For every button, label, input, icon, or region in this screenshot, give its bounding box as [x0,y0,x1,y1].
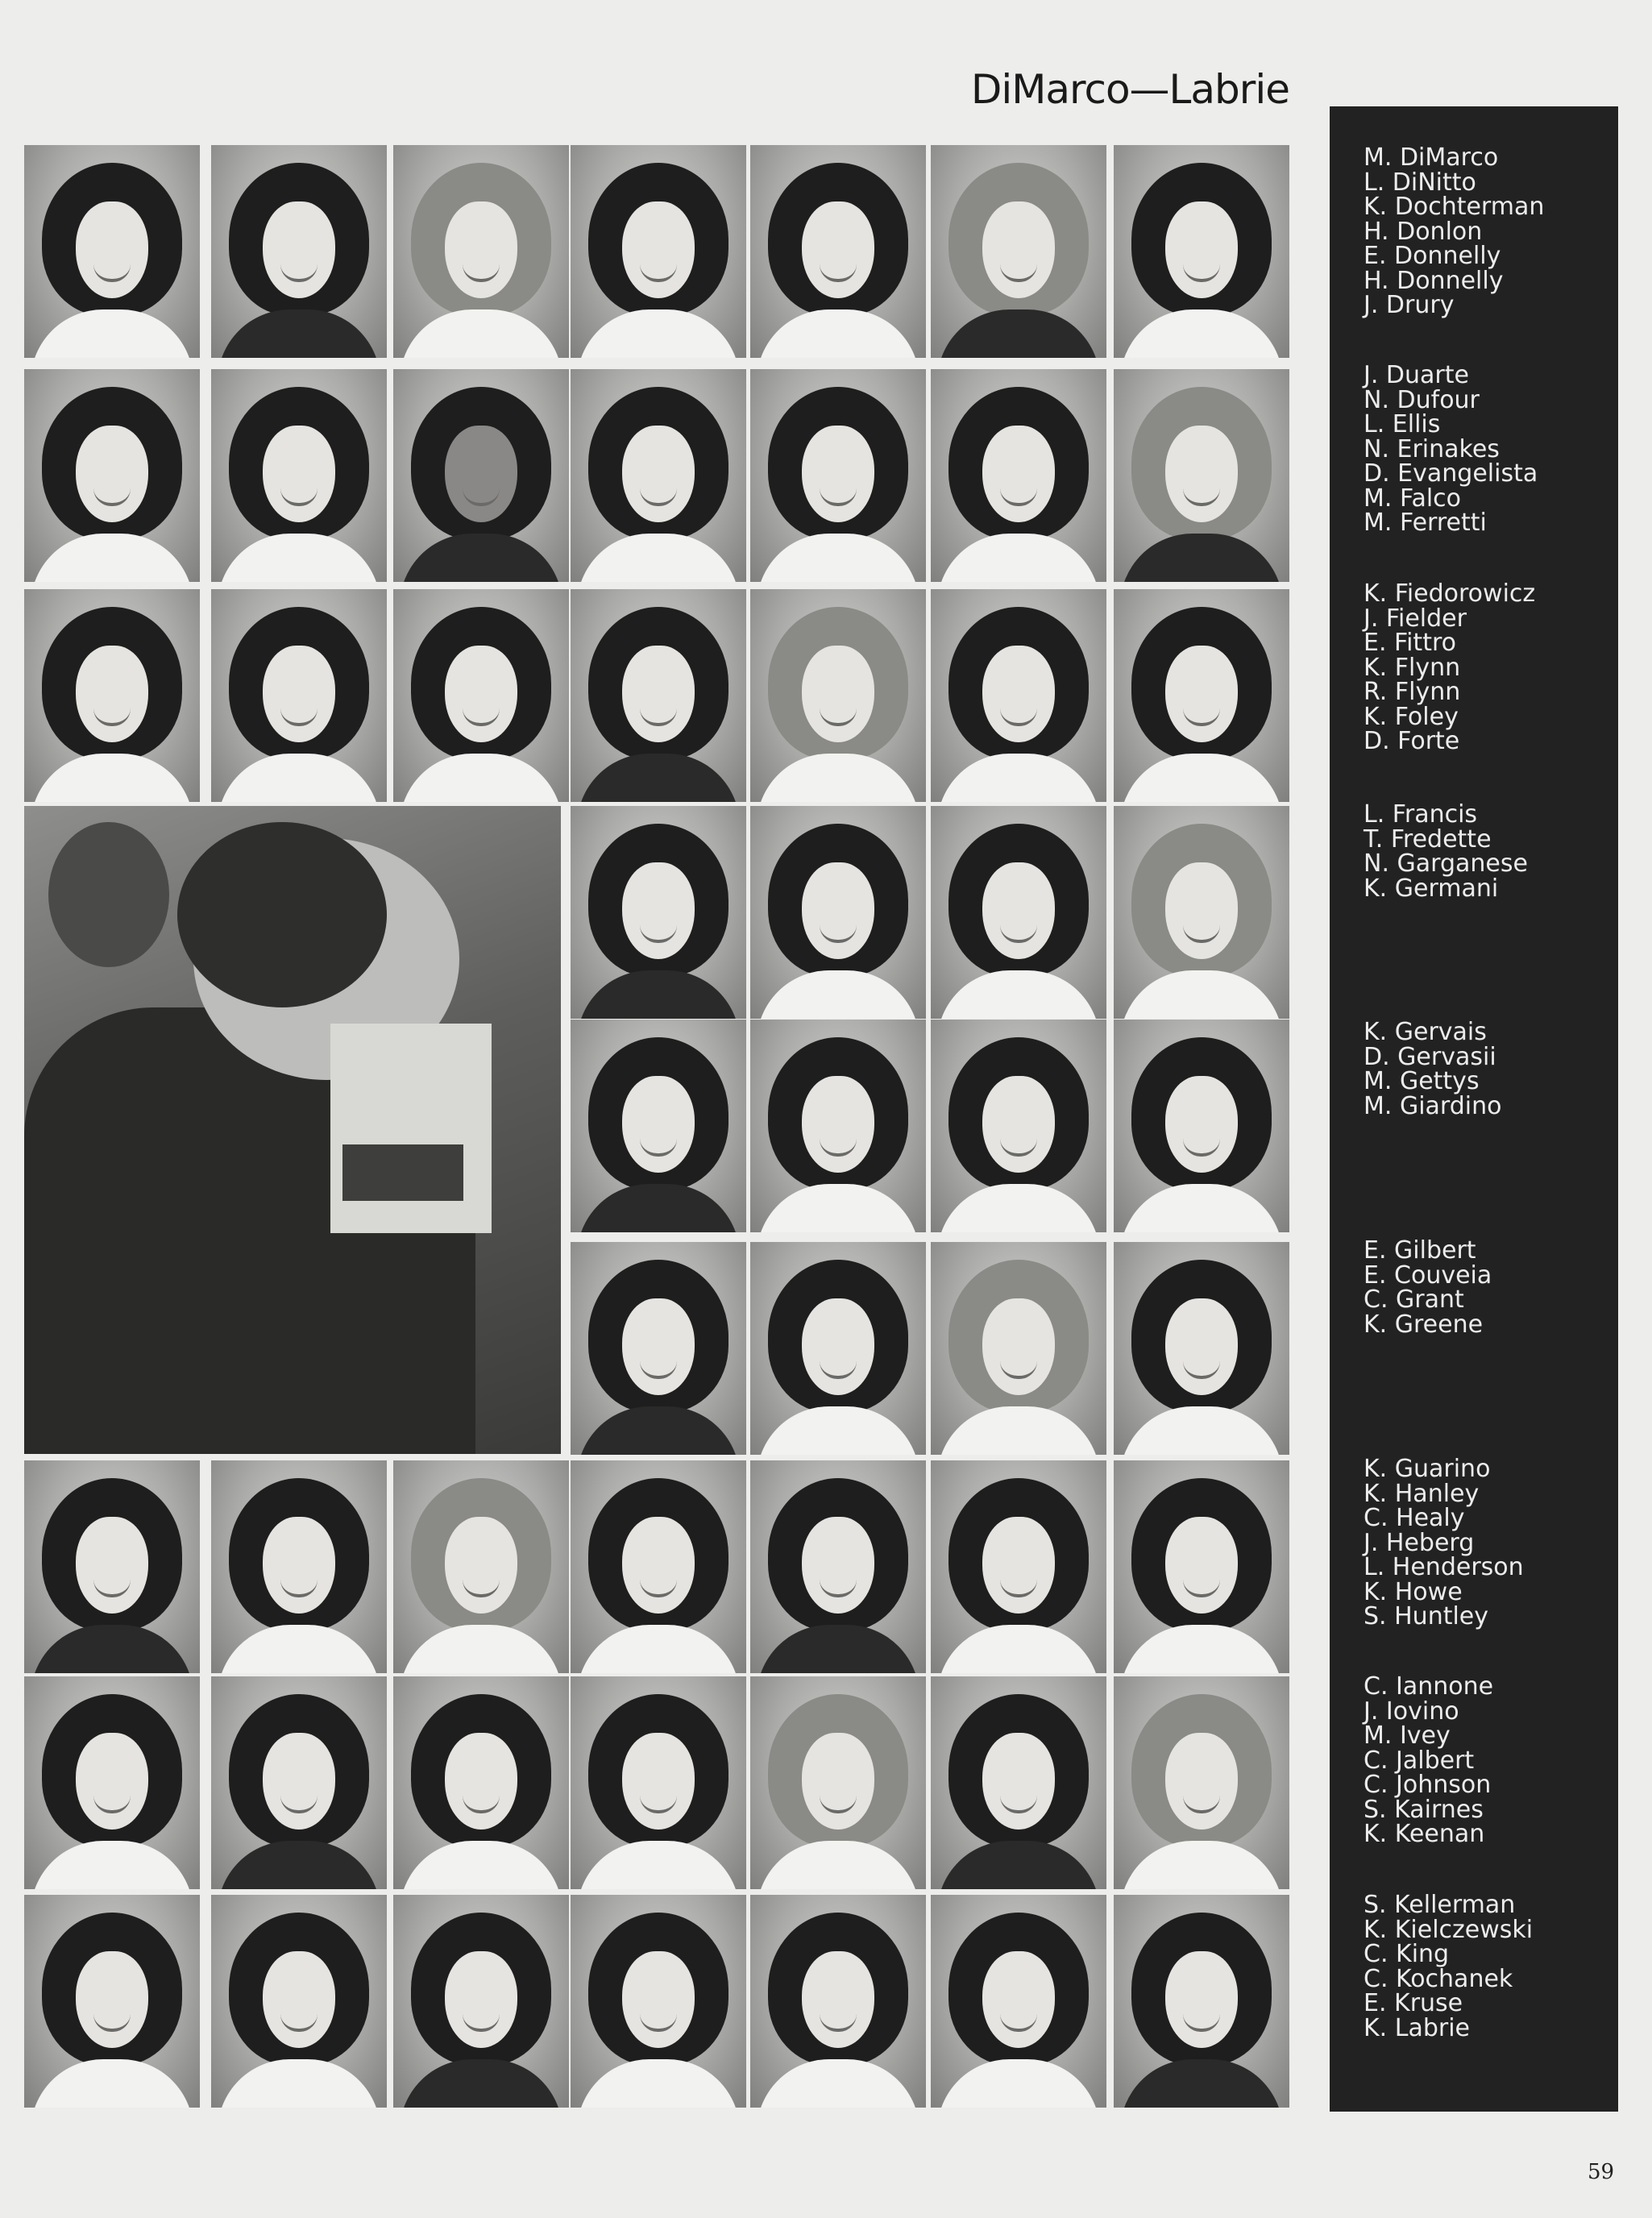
student-name: K. Keenan [1364,1820,1485,1848]
student-portrait [1114,1460,1289,1673]
student-name: N. Dufour [1364,385,1480,414]
name-group [1364,1672,1494,1848]
student-portrait [1114,1020,1289,1232]
student-portrait [1114,589,1289,802]
student-portrait [211,369,387,582]
student-portrait [931,1895,1106,2108]
student-name: K. Greene [1364,1310,1484,1339]
student-portrait [393,1460,569,1673]
student-name: C. King [1364,1940,1450,1968]
student-portrait [750,145,926,358]
student-portrait [931,1676,1106,1889]
student-name: M. Gettys [1364,1067,1480,1095]
student-portrait [393,589,569,802]
student-name: C. Johnson [1364,1771,1492,1799]
student-portrait [24,369,200,582]
student-name: C. Jalbert [1364,1746,1475,1775]
student-portrait [571,589,746,802]
student-name: D. Evangelista [1364,459,1538,488]
student-portrait [571,369,746,582]
student-portrait [571,1460,746,1673]
candid-photo [24,806,561,1454]
student-name: K. Germani [1364,874,1499,903]
student-portrait [211,1460,387,1673]
student-name: M. Falco [1364,484,1462,513]
student-name: E. Kruse [1364,1989,1463,2017]
name-group [1364,143,1545,319]
student-name: D. Forte [1364,727,1460,755]
student-name: J. Heberg [1364,1528,1475,1557]
student-name: K. Howe [1364,1577,1463,1606]
name-group [1364,1893,1533,2041]
student-portrait [24,589,200,802]
student-name: K. Labrie [1364,2013,1471,2042]
student-name: K. Foley [1364,702,1459,731]
student-name: N. Garganese [1364,849,1528,878]
student-portrait [24,1895,200,2108]
student-name: C. Kochanek [1364,1964,1513,1993]
student-portrait [931,806,1106,1019]
student-portrait [24,1676,200,1889]
student-portrait [931,589,1106,802]
student-name: T. Fredette [1364,824,1492,854]
student-portrait [393,1676,569,1889]
student-name: K. Fiedorowicz [1364,579,1536,608]
name-group [1364,579,1536,755]
student-portrait [931,1242,1106,1455]
student-portrait [211,145,387,358]
student-name: J. Iovino [1364,1697,1459,1726]
student-portrait [750,1020,926,1232]
student-name: H. Donlon [1364,217,1483,246]
student-name: C. Grant [1364,1286,1464,1314]
student-name: M. Ferretti [1364,509,1487,537]
student-portrait [393,1895,569,2108]
student-name: J. Fielder [1364,604,1467,633]
student-portrait [1114,1895,1289,2108]
student-name: C. Iannone [1364,1672,1494,1701]
student-name: K. Guarino [1364,1455,1491,1483]
student-portrait [211,1895,387,2108]
student-portrait [211,1676,387,1889]
student-portrait [571,806,746,1019]
student-name: E. Couveia [1364,1261,1492,1290]
student-name: E. Donnelly [1364,242,1501,270]
name-group [1364,1020,1501,1119]
student-portrait [211,589,387,802]
student-portrait [1114,145,1289,358]
student-name: J. Duarte [1364,361,1469,389]
student-portrait [1114,806,1289,1019]
student-portrait [750,1895,926,2108]
student-name: K. Dochterman [1364,193,1545,221]
student-portrait [1114,369,1289,582]
student-name: J. Drury [1364,291,1455,319]
student-name: C. Healy [1364,1504,1465,1532]
student-name: D. Gervasii [1364,1042,1496,1071]
student-name: K. Kielczewski [1364,1915,1534,1944]
student-portrait [931,145,1106,358]
student-portrait [750,806,926,1019]
student-portrait [1114,1242,1289,1455]
student-name: L. Ellis [1364,410,1441,438]
student-name: K. Hanley [1364,1479,1480,1508]
student-portrait [931,1460,1106,1673]
student-name: E. Fittro [1364,629,1456,657]
student-portrait [571,145,746,358]
student-portrait [571,1020,746,1232]
student-portrait [750,1460,926,1673]
student-portrait [571,1895,746,2108]
student-portrait [750,1242,926,1455]
student-portrait [931,1020,1106,1232]
student-portrait [750,1676,926,1889]
student-name: K. Flynn [1364,653,1461,682]
student-name: S. Kellerman [1364,1891,1516,1919]
student-name: L. Henderson [1364,1553,1524,1581]
student-portrait [571,1242,746,1455]
student-portrait [750,369,926,582]
student-portrait [931,369,1106,582]
student-name: S. Kairnes [1364,1795,1484,1824]
name-group [1364,800,1528,903]
student-name: S. Huntley [1364,1602,1489,1630]
name-group [1364,1236,1492,1339]
student-name: L. DiNitto [1364,168,1476,197]
student-portrait [24,1460,200,1673]
student-name: M. Giardino [1364,1091,1502,1120]
student-portrait [393,369,569,582]
student-name: R. Flynn [1364,678,1461,706]
student-name: M. Ivey [1364,1722,1451,1750]
student-name: L. Francis [1364,800,1478,829]
name-group [1364,1457,1524,1630]
student-portrait [393,145,569,358]
student-portrait [1114,1676,1289,1889]
name-group [1364,363,1538,536]
student-name: M. DiMarco [1364,143,1499,172]
student-name: H. Donnelly [1364,266,1504,295]
student-name: E. Gilbert [1364,1236,1476,1265]
student-name: K. Gervais [1364,1018,1487,1046]
student-portrait [24,145,200,358]
student-portrait [571,1676,746,1889]
page-title: DiMarco—Labrie [970,66,1289,113]
student-portrait [750,589,926,802]
page-number: 59 [1588,2160,1615,2184]
student-name: N. Erinakes [1364,434,1500,463]
